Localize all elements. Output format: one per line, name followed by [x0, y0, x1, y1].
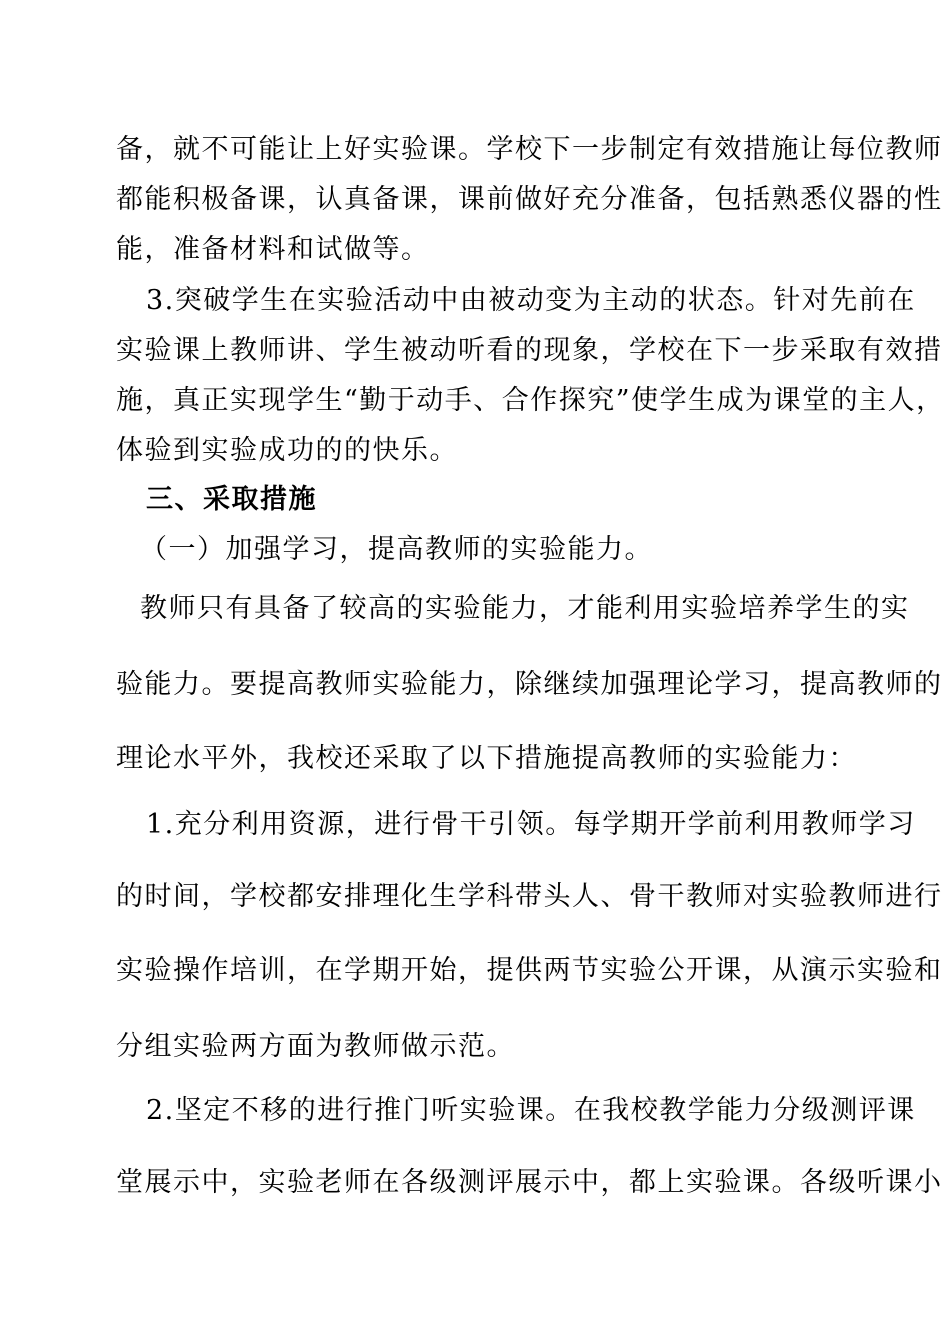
paragraph-line: 分组实验两方面为教师做示范。	[116, 1031, 515, 1062]
paragraph-line: 理论水平外，我校还采取了以下措施提高教师的实验能力：	[116, 743, 857, 774]
paragraph-line: 的时间，学校都安排理化生学科带头人、骨干教师对实验教师进行	[116, 881, 943, 912]
paragraph-line: 实验操作培训，在学期开始，提供两节实验公开课，从演示实验和	[116, 955, 943, 986]
paragraph-line: 1.充分利用资源，进行骨干引领。每学期开学前利用教师学习	[146, 809, 916, 840]
paragraph-line: 堂展示中，实验老师在各级测评展示中，都上实验课。各级听课小	[116, 1167, 943, 1198]
paragraph-line: 2.坚定不移的进行推门听实验课。在我校教学能力分级测评课	[146, 1095, 916, 1126]
paragraph-line: 体验到实验成功的的快乐。	[116, 435, 458, 466]
subsection-heading: （一）加强学习，提高教师的实验能力。	[140, 534, 653, 565]
paragraph-line: 实验课上教师讲、学生被动听看的现象，学校在下一步采取有效措	[116, 335, 943, 366]
paragraph-line: 施，真正实现学生“勤于动手、合作探究”使学生成为课堂的主人，	[116, 385, 945, 416]
paragraph-line: 教师只有具备了较高的实验能力，才能利用实验培养学生的实	[140, 593, 910, 624]
paragraph-line: 能，准备材料和试做等。	[116, 234, 430, 265]
section-heading: 三、采取措施	[146, 484, 317, 515]
paragraph-line: 验能力。要提高教师实验能力，除继续加强理论学习，提高教师的	[116, 669, 943, 700]
paragraph-line: 3.突破学生在实验活动中由被动变为主动的状态。针对先前在	[146, 285, 916, 316]
paragraph-line: 都能积极备课，认真备课，课前做好充分准备，包括熟悉仪器的性	[116, 184, 943, 215]
paragraph-line: 备，就不可能让上好实验课。学校下一步制定有效措施让每位教师	[116, 134, 943, 165]
